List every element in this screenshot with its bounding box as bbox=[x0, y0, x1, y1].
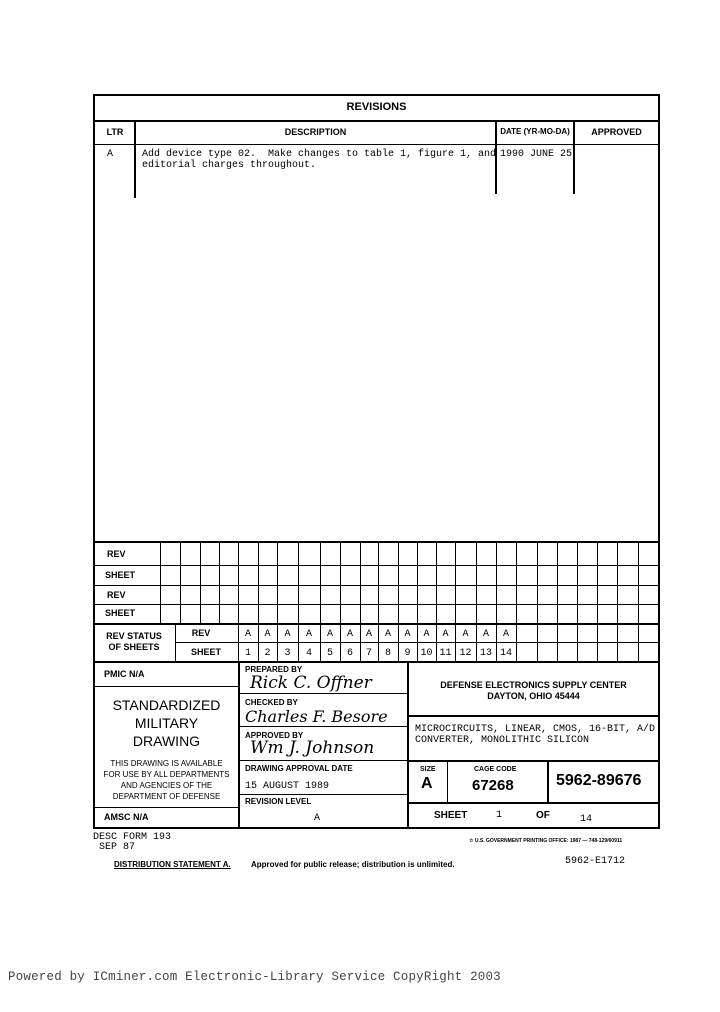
cage-code-label: CAGE CODE bbox=[474, 766, 517, 773]
rev-status-cell: A bbox=[264, 629, 271, 640]
sheet-number-cell: 5 bbox=[326, 648, 333, 659]
powered-by-line: Powered by ICminer.com Electronic-Library Service CopyRight 2003 bbox=[8, 970, 501, 984]
size-label: SIZE bbox=[420, 766, 436, 773]
pmic: PMIC N/A bbox=[104, 669, 145, 679]
sheet-label-1: SHEET bbox=[105, 570, 136, 580]
sheet-number-cell: 13 bbox=[479, 648, 492, 659]
drawing-number: 5962-89676 bbox=[556, 772, 642, 789]
form-number: DESC FORM 193 bbox=[93, 832, 172, 843]
date-header: DATE (YR-MO-DA) bbox=[500, 127, 570, 136]
item-description-line1: MICROCIRCUITS, LINEAR, CMOS, 16-BIT, A/D bbox=[415, 724, 656, 735]
rev-sub-label: REV bbox=[191, 628, 211, 638]
availability-line4: DEPARTMENT OF DEFENSE bbox=[112, 792, 221, 801]
ltr-header: LTR bbox=[106, 127, 124, 137]
rev-status-label-line1: REV STATUS bbox=[106, 631, 162, 641]
revision-level-label: REVISION LEVEL bbox=[245, 797, 312, 806]
drawing-title-line1: STANDARDIZED bbox=[112, 697, 221, 713]
revision-level: A bbox=[314, 813, 321, 824]
rev-status-cell: A bbox=[404, 629, 411, 640]
revision-date: 1990 JUNE 25 bbox=[500, 149, 573, 160]
revisions-title: REVISIONS bbox=[346, 101, 407, 113]
agency-line2: DAYTON, OHIO 45444 bbox=[487, 691, 580, 701]
rev-status-cell: A bbox=[482, 629, 489, 640]
checked-by-label: CHECKED BY bbox=[245, 698, 298, 707]
sheet-total: 14 bbox=[580, 814, 593, 825]
gpo-line: ☆ U.S. GOVERNMENT PRINTING OFFICE: 1987 — 748-129/60911 bbox=[469, 838, 623, 844]
approval-date-label: DRAWING APPROVAL DATE bbox=[245, 764, 353, 773]
revision-ltr: A bbox=[107, 149, 114, 160]
sheet-number-cell: 3 bbox=[284, 648, 291, 659]
approved-header: APPROVED bbox=[591, 127, 642, 137]
sheet-number-cell: 11 bbox=[439, 648, 452, 659]
size-value: A bbox=[421, 775, 433, 792]
rev-status-cell: A bbox=[346, 629, 353, 640]
form-date: SEP 87 bbox=[99, 842, 136, 853]
sheet-number-cell: 6 bbox=[346, 648, 353, 659]
sheet-number: 1 bbox=[496, 810, 503, 821]
of-label: OF bbox=[536, 810, 550, 821]
rev-status-cell: A bbox=[244, 629, 251, 640]
rev-label-2: REV bbox=[107, 590, 126, 600]
approval-date: 15 AUGUST 1989 bbox=[245, 781, 330, 792]
rev-status-cell: A bbox=[502, 629, 509, 640]
prepared-by-label: PREPARED BY bbox=[245, 665, 303, 674]
doc-code: 5962-E1712 bbox=[565, 856, 626, 867]
checked-by-signature: Charles F. Besore bbox=[245, 707, 388, 726]
sheet-number-cell: 9 bbox=[404, 648, 411, 659]
approved-by-label: APPROVED BY bbox=[245, 731, 304, 740]
rev-status-cell: A bbox=[462, 629, 469, 640]
rev-status-cell: A bbox=[284, 629, 291, 640]
availability-line1: THIS DRAWING IS AVAILABLE bbox=[110, 759, 223, 768]
drawing-title-line3: DRAWING bbox=[132, 733, 201, 749]
sheet-number-cell: 1 bbox=[244, 648, 251, 659]
drawing-title-line2: MILITARY bbox=[134, 715, 199, 731]
availability-line2: FOR USE BY ALL DEPARTMENTS bbox=[103, 770, 230, 779]
prepared-by-signature: Rick C. Offner bbox=[250, 673, 372, 693]
sheet-sub-label: SHEET bbox=[190, 647, 221, 657]
approved-by-signature: Wm J. Johnson bbox=[250, 738, 375, 758]
rev-status-cell: A bbox=[442, 629, 449, 640]
sheet-number-cell: 12 bbox=[459, 648, 472, 659]
revision-description-line2: editorial charges throughout. bbox=[142, 160, 317, 171]
rev-label-1: REV bbox=[107, 549, 126, 559]
rev-status-cell: A bbox=[326, 629, 333, 640]
rev-status-cell: A bbox=[384, 629, 391, 640]
sheet-number-cell: 14 bbox=[499, 648, 512, 659]
rev-status-label-line2: OF SHEETS bbox=[108, 642, 160, 652]
sheet-number-cell: 8 bbox=[384, 648, 391, 659]
sheet-number-cell: 4 bbox=[305, 648, 312, 659]
item-description-line2: CONVERTER, MONOLITHIC SILICON bbox=[415, 735, 590, 746]
amsc: AMSC N/A bbox=[104, 812, 149, 822]
agency-line1: DEFENSE ELECTRONICS SUPPLY CENTER bbox=[440, 680, 627, 690]
sheet-label-2: SHEET bbox=[105, 608, 136, 618]
cage-code: 67268 bbox=[472, 777, 514, 794]
revision-description-line1: Add device type 02. Make changes to table 1, figure 1, and bbox=[142, 149, 497, 160]
distribution-label: DISTRIBUTION STATEMENT A. bbox=[114, 860, 231, 869]
distribution-text: Approved for public release; distribution is unlimited. bbox=[251, 860, 455, 869]
availability-line3: AND AGENCIES OF THE bbox=[120, 781, 213, 790]
sheet-number-cell: 10 bbox=[420, 648, 433, 659]
rev-status-cell: A bbox=[305, 629, 312, 640]
sheet-number-cell: 7 bbox=[365, 648, 372, 659]
rev-status-cell: A bbox=[423, 629, 430, 640]
sheet-label: SHEET bbox=[434, 810, 468, 821]
rev-status-cell: A bbox=[365, 629, 372, 640]
sheet-number-cell: 2 bbox=[264, 648, 271, 659]
description-header: DESCRIPTION bbox=[284, 127, 347, 137]
